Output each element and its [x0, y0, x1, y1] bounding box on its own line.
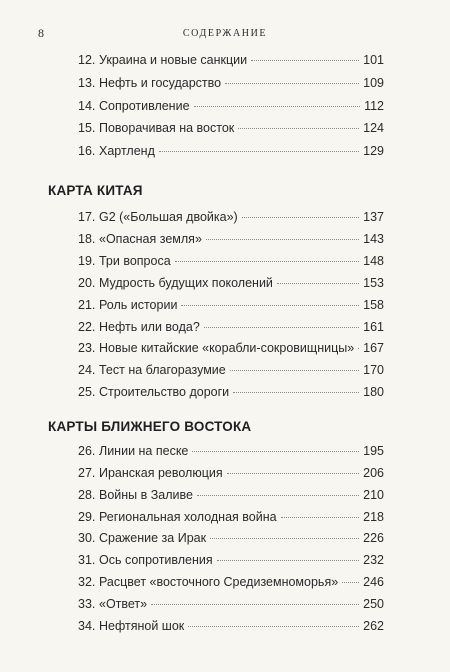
- entry-number: 25.: [78, 385, 96, 399]
- entry-title: Нефть и государство: [99, 76, 222, 90]
- entry-page: 137: [363, 210, 384, 224]
- entry-title: Три вопроса: [99, 254, 171, 268]
- toc-entry: [78, 341, 384, 357]
- entry-title: «Опасная земля»: [99, 232, 202, 246]
- toc-entry: [78, 254, 384, 270]
- entry-title: Нефть или вода?: [99, 320, 200, 334]
- entry-page: 148: [363, 254, 384, 268]
- entry-number: 31.: [78, 553, 96, 567]
- entry-number: 27.: [78, 466, 96, 480]
- toc-entry: [78, 531, 384, 547]
- entry-page: 250: [363, 597, 384, 611]
- toc-entry: [78, 298, 384, 314]
- dot-leader: [227, 473, 360, 474]
- entry-page: 158: [363, 298, 384, 312]
- dot-leader: [194, 106, 361, 107]
- entry-page: 170: [363, 363, 384, 377]
- entry-number: 12.: [78, 53, 96, 67]
- dot-leader: [238, 128, 359, 129]
- entry-title: Региональная холодная война: [99, 510, 277, 524]
- entry-page: 206: [363, 466, 384, 480]
- entry-title: Линии на песке: [99, 444, 189, 458]
- dot-leader: [233, 392, 359, 393]
- dot-leader: [188, 626, 359, 627]
- entry-page: 129: [363, 144, 384, 158]
- entry-number: 23.: [78, 341, 96, 355]
- dot-leader: [206, 239, 359, 240]
- entry-title: G2 («Большая двойка»): [99, 210, 238, 224]
- entry-number: 32.: [78, 575, 96, 589]
- entry-page: 226: [363, 531, 384, 545]
- toc-entry: [78, 320, 384, 336]
- dot-leader: [210, 538, 359, 539]
- entry-page: 195: [363, 444, 384, 458]
- toc-entry: [78, 385, 384, 401]
- toc-entry: [78, 76, 384, 92]
- entry-number: 34.: [78, 619, 96, 633]
- entry-number: 22.: [78, 320, 96, 334]
- entry-number: 28.: [78, 488, 96, 502]
- entry-number: 24.: [78, 363, 96, 377]
- dot-leader: [251, 60, 359, 61]
- entry-title: Сражение за Ирак: [99, 531, 207, 545]
- entry-page: 101: [363, 53, 384, 67]
- toc-entry: [78, 210, 384, 226]
- toc-entry: [78, 144, 384, 160]
- entry-title: «Ответ»: [99, 597, 148, 611]
- entry-title: Иранская революция: [99, 466, 223, 480]
- toc-entry: [78, 53, 384, 69]
- entry-page: 153: [363, 276, 384, 290]
- dot-leader: [181, 305, 359, 306]
- entry-title: Тест на благоразумие: [99, 363, 226, 377]
- toc-entry: [78, 99, 384, 115]
- entry-page: 112: [364, 99, 384, 113]
- toc-entry: [78, 553, 384, 569]
- toc-entry: [78, 276, 384, 292]
- entry-page: 124: [363, 121, 384, 135]
- entry-number: 20.: [78, 276, 96, 290]
- entry-title: Мудрость будущих поколений: [99, 276, 273, 290]
- entry-title: Расцвет «восточного Средиземноморья»: [99, 575, 339, 589]
- dot-leader: [151, 604, 359, 605]
- entry-title: Роль истории: [99, 298, 178, 312]
- entry-number: 30.: [78, 531, 96, 545]
- dot-leader: [225, 83, 359, 84]
- toc-entry: [78, 232, 384, 248]
- toc-entry: [78, 466, 384, 482]
- entry-page: 167: [363, 341, 384, 355]
- entry-title: Хартленд: [99, 144, 155, 158]
- entry-title: Нефтяной шок: [99, 619, 185, 633]
- entry-number: 26.: [78, 444, 96, 458]
- entry-page: 232: [363, 553, 384, 567]
- entry-title: Строительство дороги: [99, 385, 230, 399]
- running-header-title: СОДЕРЖАНИЕ: [182, 28, 268, 39]
- dot-leader: [159, 151, 359, 152]
- entry-page: 218: [363, 510, 384, 524]
- toc-entry: [78, 575, 384, 591]
- dot-leader: [175, 261, 359, 262]
- entry-page: 109: [363, 76, 384, 90]
- entry-page: 262: [363, 619, 384, 633]
- toc-entry: [78, 619, 384, 635]
- entry-number: 14.: [78, 99, 96, 113]
- dot-leader: [217, 560, 359, 561]
- entry-number: 21.: [78, 298, 96, 312]
- section-title-middle-east: КАРТЫ БЛИЖНЕГО ВОСТОКА: [48, 419, 252, 434]
- entry-number: 18.: [78, 232, 96, 246]
- entry-title: Украина и новые санкции: [99, 53, 248, 67]
- toc-entry: [78, 444, 384, 460]
- dot-leader: [281, 517, 360, 518]
- dot-leader: [230, 370, 359, 371]
- entry-number: 29.: [78, 510, 96, 524]
- toc-entry: [78, 510, 384, 526]
- entry-number: 16.: [78, 144, 96, 158]
- entry-page: 180: [363, 385, 384, 399]
- entry-title: Поворачивая на восток: [99, 121, 235, 135]
- toc-entry: [78, 363, 384, 379]
- entry-number: 19.: [78, 254, 96, 268]
- toc-entry: [78, 488, 384, 504]
- toc-entry: [78, 597, 384, 613]
- entry-number: 17.: [78, 210, 96, 224]
- dot-leader: [358, 348, 359, 349]
- dot-leader: [242, 217, 359, 218]
- entry-page: 210: [363, 488, 384, 502]
- entry-page: 161: [363, 320, 384, 334]
- entry-number: 15.: [78, 121, 96, 135]
- dot-leader: [192, 451, 359, 452]
- entry-title: Новые китайские «корабли-сокровищницы»: [99, 341, 355, 355]
- section-title-china: КАРТА КИТАЯ: [48, 183, 143, 198]
- dot-leader: [197, 495, 359, 496]
- entry-page: 143: [363, 232, 384, 246]
- entry-title: Ось сопротивления: [99, 553, 213, 567]
- dot-leader: [342, 582, 359, 583]
- entry-number: 13.: [78, 76, 96, 90]
- dot-leader: [204, 327, 359, 328]
- dot-leader: [277, 283, 359, 284]
- page-number: 8: [38, 26, 45, 40]
- entry-page: 246: [363, 575, 384, 589]
- toc-entry: [78, 121, 384, 137]
- entry-title: Сопротивление: [99, 99, 190, 113]
- entry-number: 33.: [78, 597, 96, 611]
- entry-title: Войны в Заливе: [99, 488, 193, 502]
